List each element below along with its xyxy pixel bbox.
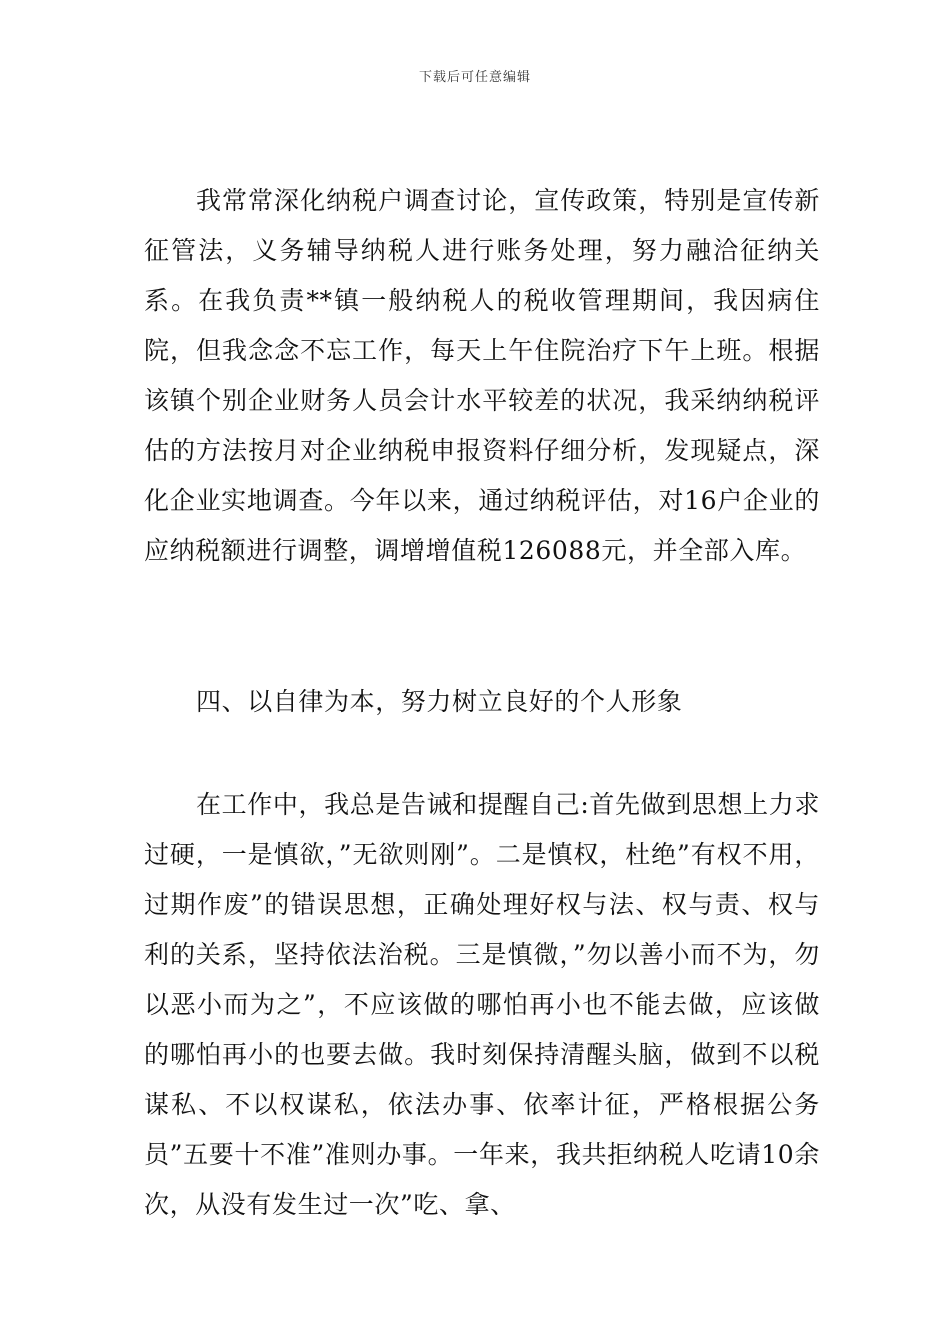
body-paragraph: 我常常深化纳税户调查讨论，宣传政策，特别是宣传新征管法，义务辅导纳税人进行账务处理，努力融洽征纳关系。在我负责**镇一般纳税人的税收管理期间，我因病住院，但我念念不忘工作，每天上午住院治疗下午上班。根据该镇个别企业财务人员会计水平较差的状况，我采纳纳税评估的方法按月对企业纳税申报资料仔细分析，发现疑点，深化企业实地调查。今年以来，通过纳税评估，对16户企业的应纳税额进行调整，调增增值税126088元，并全部入库。 <box>144 186 820 565</box>
body-paragraph: 在工作中，我总是告诫和提醒自己:首先做到思想上力求过硬，一是慎欲，”无欲则刚”。二是慎权，杜绝”有权不用，过期作废”的错误思想，正确处理好权与法、权与责、权与利的关系，坚持依法治税。三是慎微，”勿以善小而不为，勿以恶小而为之”，不应该做的哪怕再小也不能去做，应该做的哪怕再小的也要去做。我时刻保持清醒头脑，做到不以税谋私、不以权谋私，依法办事、依率计征，严格根据公务员”五要十不准”准则办事。一年来，我共拒纳税人吃请10余次，从没有发生过一次”吃、拿、 <box>144 790 820 1219</box>
page-header: 下载后可任意编辑 <box>418 70 531 85</box>
section-heading: 四、以自律为本，努力树立良好的个人形象 <box>196 687 683 716</box>
